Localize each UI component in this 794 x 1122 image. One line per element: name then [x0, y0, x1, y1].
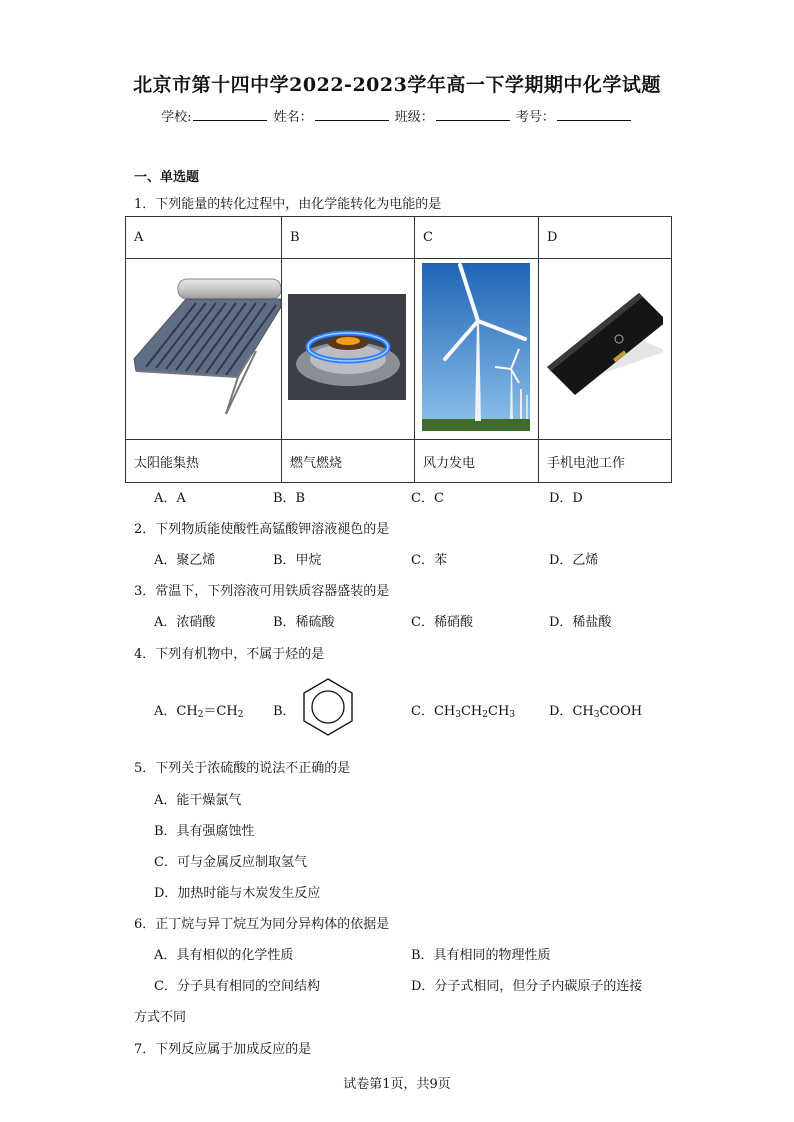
- q3-option-a[interactable]: A．浓硝酸: [154, 615, 216, 630]
- name-label: 姓名：: [273, 110, 313, 125]
- school-label: 学校:: [161, 110, 192, 125]
- q1-option-a[interactable]: A．A: [154, 491, 186, 506]
- page-title: 北京市第十四中学2022-2023学年高一下学期期中化学试题: [133, 74, 661, 96]
- question-6-stem: 6．正丁烷与异丁烷互为同分异构体的依据是: [134, 917, 390, 932]
- q4-option-c[interactable]: C．$CH_3CH_2CH_3$: [411, 704, 516, 720]
- name-blank: [315, 108, 389, 121]
- q4-option-d[interactable]: D．$CH_3COOH$: [549, 704, 643, 720]
- table-caption-d: 手机电池工作: [539, 440, 672, 483]
- class-label: 班级：: [394, 110, 434, 125]
- q6-option-b[interactable]: B．具有相同的物理性质: [411, 948, 551, 963]
- q5-option-d[interactable]: D．加热时能与木炭发生反应: [154, 886, 321, 901]
- q1-option-b[interactable]: B．B: [273, 491, 306, 506]
- q1-option-d[interactable]: D．D: [549, 491, 583, 506]
- q6-option-a[interactable]: A．具有相似的化学性质: [154, 948, 294, 963]
- question-4-stem: 4．下列有机物中，不属于烃的是: [134, 647, 325, 662]
- q2-option-d[interactable]: D．乙烯: [549, 553, 599, 568]
- page-footer: 试卷第1页，共9页: [343, 1077, 451, 1092]
- q4-option-b[interactable]: B．: [273, 704, 296, 719]
- q4-option-a[interactable]: A．$CH_2=CH_2$: [154, 704, 244, 720]
- q3-option-d[interactable]: D．稀盐酸: [549, 615, 612, 630]
- question-5-stem: 5．下列关于浓硫酸的说法不正确的是: [134, 761, 351, 776]
- q2-option-a[interactable]: A．聚乙烯: [154, 553, 216, 568]
- benzene-ring-icon: [300, 676, 356, 738]
- student-info-line: [0, 106, 794, 125]
- table-caption-c: 风力发电: [415, 440, 539, 483]
- table-letter-c: C: [415, 217, 539, 259]
- wind-turbine-image: [415, 259, 539, 440]
- table-caption-b: 燃气燃烧: [282, 440, 415, 483]
- table-letter-a: A: [126, 217, 282, 259]
- q5-option-c[interactable]: C．可与金属反应制取氢气: [154, 855, 307, 870]
- q6-option-d[interactable]: D．分子式相同，但分子内碳原子的连接: [411, 979, 643, 994]
- solar-collector-image: [126, 259, 282, 440]
- table-letter-b: B: [282, 217, 415, 259]
- question-2-stem: 2．下列物质能使酸性高锰酸钾溶液褪色的是: [134, 522, 390, 537]
- q6-option-d-continuation: 方式不同: [134, 1010, 187, 1025]
- school-blank: [193, 108, 267, 121]
- q2-option-b[interactable]: B．甲烷: [273, 553, 322, 568]
- question-1-table: [125, 216, 672, 483]
- q3-option-b[interactable]: B．稀硫酸: [273, 615, 335, 630]
- q5-option-b[interactable]: B．具有强腐蚀性: [154, 824, 255, 839]
- q6-option-c[interactable]: C．分子具有相同的空间结构: [154, 979, 320, 994]
- gas-burner-image: [282, 259, 415, 440]
- phone-battery-image: [539, 259, 672, 440]
- q3-option-c[interactable]: C．稀硝酸: [411, 615, 473, 630]
- table-letter-d: D: [539, 217, 672, 259]
- exam-no-blank: [557, 108, 631, 121]
- question-3-stem: 3．常温下，下列溶液可用铁质容器盛装的是: [134, 584, 390, 599]
- question-1-stem: 1．下列能量的转化过程中，由化学能转化为电能的是: [134, 197, 442, 212]
- class-blank: [436, 108, 510, 121]
- q2-option-c[interactable]: C．苯: [411, 553, 447, 568]
- table-caption-a: 太阳能集热: [126, 440, 282, 483]
- q5-option-a[interactable]: A．能干燥氯气: [154, 793, 242, 808]
- question-7-stem: 7．下列反应属于加成反应的是: [134, 1042, 312, 1057]
- q1-option-c[interactable]: C．C: [411, 491, 444, 506]
- exam-no-label: 考号：: [515, 110, 555, 125]
- section-title: 一、单选题: [134, 170, 200, 185]
